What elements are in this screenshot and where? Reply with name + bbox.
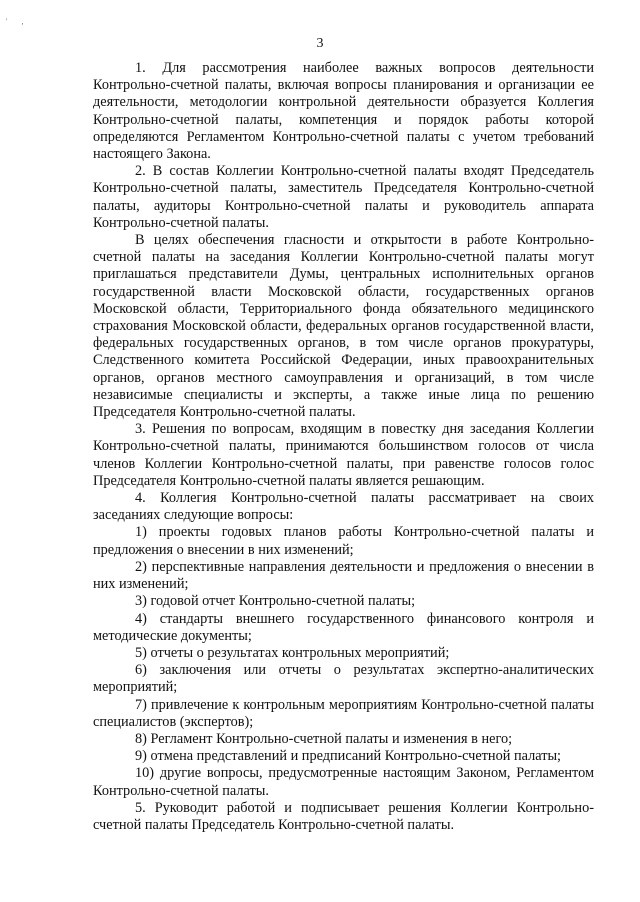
- paragraph-5: 5. Руководит работой и подписывает решения Коллегии Контрольно-счетной палаты Председатель Контрольно-счетной палаты.: [93, 799, 594, 833]
- paragraph-1: 1. Для рассмотрения наиболее важных вопросов деятельности Контрольно-счетной палаты, включая вопросы планирования и организации ее деятельности, методологии контрольной деятельности образуется Коллегия Контрольно-счетной палаты, компетенция и порядок работы которой определяются Регламентом Контрольно-счетной палаты с учетом требований настоящего Закона.: [93, 60, 594, 163]
- list-item-2: 2) перспективные направления деятельности и предложения о внесении в них изменений;: [93, 558, 594, 593]
- list-item-10: 10) другие вопросы, предусмотренные настоящим Законом, Регламентом Контрольно-счетной палаты.: [93, 765, 594, 799]
- list-item-4: 4) стандарты внешнего государственного финансового контроля и методические документы;: [93, 610, 594, 644]
- list-item-9: 9) отмена представлений и предписаний Контрольно-счетной палаты;: [135, 748, 562, 765]
- page-number: 3: [316, 36, 324, 51]
- list-item-5: 5) отчеты о результатах контрольных мероприятий;: [135, 644, 450, 661]
- paragraph-2: 2. В состав Коллегии Контрольно-счетной палаты входят Председатель Контрольно-счетной палаты, заместитель Председателя Контрольно-счетной палаты, аудиторы Контрольно-счетной палаты и руководитель аппарата Контрольно-счетной палаты.: [93, 163, 594, 231]
- scan-mark: ' ,: [6, 17, 30, 26]
- list-item-8: 8) Регламент Контрольно-счетной палаты и изменения в него;: [135, 730, 513, 747]
- list-item-1: 1) проекты годовых планов работы Контрольно-счетной палаты и предложения о внесении в них изменений;: [93, 524, 594, 558]
- document-body: [93, 60, 594, 834]
- paragraph-4: 4. Коллегия Контрольно-счетной палаты рассматривает на своих заседаниях следующие вопросы:: [93, 490, 594, 524]
- list-item-3: 3) годовой отчет Контрольно-счетной палаты;: [135, 593, 416, 610]
- paragraph-publicity: В целях обеспечения гласности и открытости в работе Контрольно-счетной палаты на заседания Коллегии Контрольно-счетной палаты могут приглашаться представители Думы, центральных исполнительных органов государственной власти Московской области, государственных органов Московской области, Территориального фонда обязательного медицинского страхования Московской области, федеральных органов государственной власти, федеральных государственных органов, в том числе органов прокуратуры, Следственного комитета Российской Федерации, иных правоохранительных органов, органов местного самоуправления и организаций, в том числе независимые специалисты и эксперты, а также иные лица по решению Председателя Контрольно-счетной палаты.: [93, 232, 594, 421]
- list-item-6: 6) заключения или отчеты о результатах экспертно-аналитических мероприятий;: [93, 662, 594, 696]
- paragraph-3: 3. Решения по вопросам, входящим в повестку дня заседания Коллегии Контрольно-счетной палаты, принимаются большинством голосов от числа членов Коллегии Контрольно-счетной палаты, при равенстве голосов голос Председателя Контрольно-счетной палаты является решающим.: [93, 421, 594, 489]
- list-item-7: 7) привлечение к контрольным мероприятиям Контрольно-счетной палаты специалистов (экспертов);: [93, 696, 594, 730]
